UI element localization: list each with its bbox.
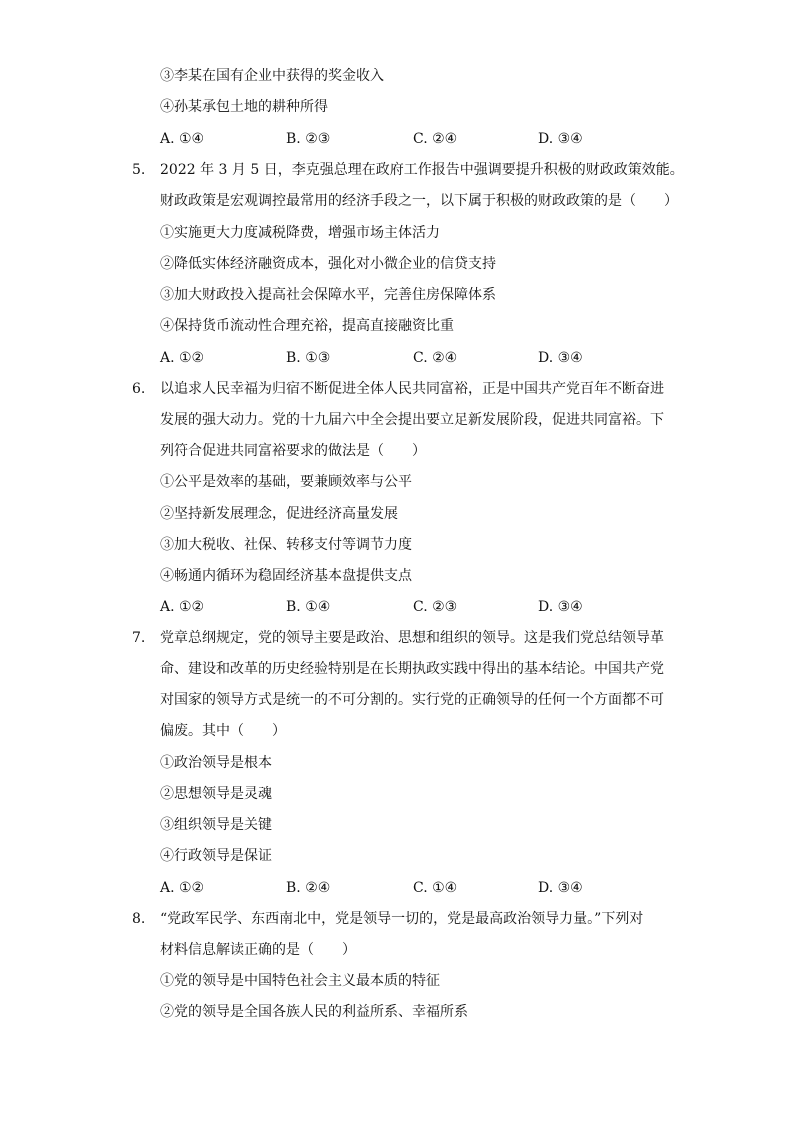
q7-stem-line-2: 命、建设和改革的历史经验特别是在长期执政实践中得出的基本结论。中国共产党 [160,661,664,677]
prev-item-3: ③李某在国有企业中获得的奖金收入 [160,68,384,84]
q6-stem-line-3: 列符合促进共同富裕要求的做法是（ ） [160,443,426,459]
q6-stem-line-2: 发展的强大动力。党的十九届六中全会提出要立足新发展阶段，促进共同富裕。下 [160,412,664,428]
option-a[interactable]: A. ①② [160,880,205,896]
option-d[interactable]: D. ③④ [538,880,583,896]
q8-item-2: ②党的领导是全国各族人民的利益所系、幸福所系 [160,1004,468,1020]
q8-item-1: ①党的领导是中国特色社会主义最本质的特征 [160,973,440,989]
q6-options [160,597,660,617]
q6-item-1: ①公平是效率的基础，要兼顾效率与公平 [160,474,412,490]
q5-stem-line-2: 财政政策是宏观调控最常用的经济手段之一，以下属于积极的财政政策的是（ ） [160,193,678,209]
option-a[interactable]: A. ①④ [160,131,205,147]
q5-item-3: ③加大财政投入提高社会保障水平，完善住房保障体系 [160,287,496,303]
q6-item-4: ④畅通内循环为稳固经济基本盘提供支点 [160,568,412,584]
q7-item-3: ③组织领导是关键 [160,817,272,833]
q7-item-4: ④行政领导是保证 [160,848,272,864]
q7-stem-line-4: 偏废。其中（ ） [160,723,286,739]
q7-item-1: ①政治领导是根本 [160,755,272,771]
q7-stem-line-3: 对国家的领导方式是统一的不可分割的。实行党的正确领导的任何一个方面都不可 [160,692,664,708]
option-d[interactable]: D. ③④ [538,131,583,147]
q8-number: 8. [132,911,146,927]
q8-stem-line-1: “党政军民学、东西南北中，党是领导一切的，党是最高政治领导力量。”下列对 [160,911,644,927]
q5-item-1: ①实施更大力度减税降费，增强市场主体活力 [160,225,440,241]
q5-options [160,348,660,368]
q6-stem-line-1: 以追求人民幸福为归宿不断促进全体人民共同富裕，正是中国共产党百年不断奋进 [160,381,664,397]
prev-options [160,129,660,149]
option-c[interactable]: C. ②④ [413,131,458,147]
q7-options [160,878,660,898]
q5-stem-line-1: 2022 年 3 月 5 日，李克强总理在政府工作报告中强调要提升积极的财政政策效能。 [160,162,684,178]
option-b[interactable]: B. ②③ [286,131,331,147]
option-d[interactable]: D. ③④ [538,350,583,366]
option-a[interactable]: A. ①② [160,350,205,366]
q7-number: 7. [132,630,146,646]
option-d[interactable]: D. ③④ [538,599,583,615]
prev-item-4: ④孙某承包土地的耕种所得 [160,99,328,115]
option-b[interactable]: B. ①③ [286,350,331,366]
q6-number: 6. [132,381,146,397]
q5-number: 5. [132,162,146,178]
option-c[interactable]: C. ②③ [413,599,458,615]
q5-item-4: ④保持货币流动性合理充裕，提高直接融资比重 [160,318,454,334]
q5-item-2: ②降低实体经济融资成本，强化对小微企业的信贷支持 [160,256,496,272]
option-c[interactable]: C. ②④ [413,350,458,366]
option-c[interactable]: C. ①④ [413,880,458,896]
q8-stem-line-2: 材料信息解读正确的是（ ） [160,942,356,958]
q6-item-2: ②坚持新发展理念，促进经济高量发展 [160,506,398,522]
q7-stem-line-1: 党章总纲规定，党的领导主要是政治、思想和组织的领导。这是我们党总结领导革 [160,630,664,646]
option-b[interactable]: B. ①④ [286,599,331,615]
q7-item-2: ②思想领导是灵魂 [160,786,272,802]
option-b[interactable]: B. ②④ [286,880,331,896]
option-a[interactable]: A. ①② [160,599,205,615]
q6-item-3: ③加大税收、社保、转移支付等调节力度 [160,537,412,553]
